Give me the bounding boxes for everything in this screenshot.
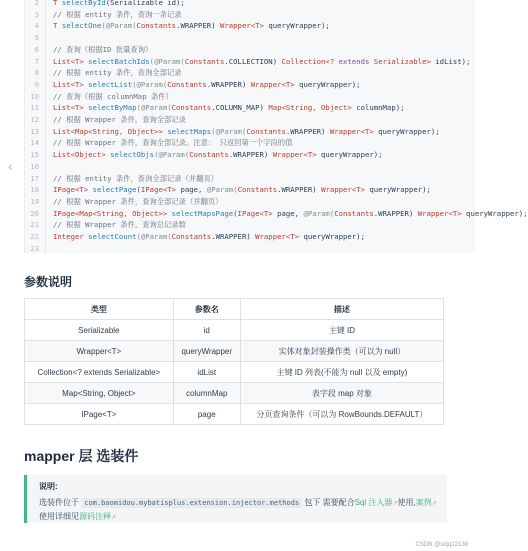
table-row — [25, 383, 444, 404]
line-number: 2 — [34, 0, 39, 7]
code-token: .COLUMN_MAP) — [211, 103, 269, 113]
code-token: queryWrapper); — [461, 208, 528, 218]
code-line — [25, 9, 182, 20]
line-number: 19 — [30, 196, 39, 206]
code-line — [25, 0, 185, 8]
code-line — [25, 208, 528, 219]
table-cell: 分页查询条件（可以为 RowBounds.DEFAULT） — [240, 404, 443, 425]
code-token: // 根据 Wrapper 条件，查询全部记录 — [53, 115, 186, 124]
table-cell: IPage<T> — [25, 404, 174, 425]
code-token: Constants — [237, 185, 278, 195]
table-cell: Collection<? extends Serializable> — [25, 362, 174, 383]
code-line — [25, 114, 186, 125]
code-token: queryWrapper); — [299, 232, 365, 241]
code-line — [25, 20, 330, 31]
code-token: Constants — [136, 21, 177, 31]
params-section-title: 参数说明 — [24, 275, 73, 289]
example-link[interactable]: 案例 — [415, 498, 432, 507]
code-token: selectObjs — [110, 150, 155, 160]
table-cell: 表字段 map 对象 — [240, 383, 443, 404]
code-token: Wrapper<T> — [321, 185, 365, 195]
code-token: IPage<T> — [237, 208, 273, 218]
tip-title: 说明: — [39, 482, 58, 491]
code-token: queryWrapper); — [365, 185, 431, 195]
code-line — [25, 137, 293, 148]
line-number: 17 — [30, 173, 39, 183]
tip-line-2 — [39, 511, 116, 522]
code-token: .WRAPPER) — [206, 79, 251, 89]
table-row — [25, 341, 444, 362]
tip-text: 包下 需要配合 — [304, 498, 355, 507]
line-number: 23 — [30, 243, 39, 253]
source-comment-link[interactable]: 源码注释 — [79, 512, 111, 521]
line-number: 15 — [30, 150, 39, 160]
table-header-cell: 类型 — [25, 299, 174, 320]
params-table — [24, 298, 444, 425]
tip-line-1 — [39, 497, 437, 508]
table-cell: Wrapper<T> — [25, 341, 174, 362]
code-line — [25, 149, 383, 160]
code-token: List<T> — [53, 79, 89, 89]
code-token: selectCount — [88, 232, 137, 241]
code-token: Wrapper<T> — [329, 126, 374, 136]
code-token: queryWrapper); — [373, 126, 440, 136]
table-cell: 主键 ID — [240, 320, 443, 341]
code-token: page, — [176, 185, 207, 195]
table-cell: id — [173, 320, 240, 341]
code-token: Wrapper<T> — [250, 79, 295, 89]
code-token: // 查询（根据 columnMap 条件） — [53, 91, 173, 101]
code-token: // 查询（根据ID 批量查询） — [53, 44, 153, 54]
code-line — [25, 44, 152, 55]
code-token: selectById — [61, 0, 106, 7]
table-cell: page — [173, 404, 240, 425]
code-token: // 根据 Wrapper 条件，查询总记录数 — [53, 220, 186, 230]
line-number: 13 — [30, 126, 39, 136]
code-token: IPage<Map<String, Object>> — [53, 208, 172, 218]
external-link-icon: ↗ — [431, 501, 437, 507]
line-number: 18 — [30, 185, 39, 195]
line-number: 21 — [30, 220, 39, 230]
code-token: queryWrapper); — [294, 79, 361, 89]
table-cell: Map<String, Object> — [25, 383, 174, 404]
code-line — [25, 79, 361, 90]
table-row — [25, 404, 444, 425]
external-link-icon: ↗ — [392, 501, 398, 507]
code-token: // 根据 Wrapper 条件，查询全部记录。注意： 只返回第一个字段的值 — [53, 138, 293, 148]
code-token: Serializable> — [373, 56, 431, 66]
code-token: columnMap); — [351, 103, 405, 113]
code-line — [25, 243, 53, 254]
code-token: .WRAPPER) — [228, 150, 273, 160]
code-token: selectOne — [61, 21, 102, 31]
line-number: 7 — [34, 56, 39, 66]
code-token: Integer — [53, 232, 89, 241]
code-token: Wrapper<T> — [219, 21, 264, 31]
code-token: ( — [136, 185, 141, 195]
line-number: 6 — [34, 44, 39, 54]
code-token: queryWrapper); — [263, 21, 330, 31]
code-token: selectMapsPage — [171, 208, 234, 218]
code-line — [25, 32, 53, 43]
code-token: .WRAPPER) — [277, 185, 322, 195]
line-number: 14 — [30, 138, 39, 148]
table-cell: queryWrapper — [173, 341, 240, 362]
code-token: (@Param( — [136, 103, 172, 113]
line-number: 16 — [30, 161, 39, 171]
code-token: // 根据 Wrapper 条件，查询全部记录（并翻页） — [53, 196, 223, 206]
code-token: Map<String, Object> — [268, 103, 352, 113]
chevron-left-icon[interactable]: ‹ — [8, 158, 13, 174]
code-token: (@Param( — [149, 56, 185, 66]
line-number: 10 — [30, 91, 39, 101]
table-cell: 主键 ID 列表(不能为 null 以及 empty) — [240, 362, 443, 383]
code-token: page, — [272, 208, 304, 218]
code-token: @Param( — [303, 208, 335, 218]
line-number: 3 — [34, 9, 39, 19]
code-token: .WRAPPER) — [285, 126, 330, 136]
code-token: List<Object> — [53, 150, 111, 160]
line-number: 22 — [30, 232, 39, 241]
code-token: Constants — [171, 103, 212, 113]
code-token: extends — [334, 56, 374, 66]
code-token: Constants — [189, 150, 229, 160]
tip-text: 使用详细见 — [39, 512, 79, 521]
code-line — [25, 161, 53, 172]
code-line — [25, 91, 173, 102]
table-cell: idList — [173, 362, 240, 383]
table-cell: Serializable — [25, 320, 174, 341]
line-number: 8 — [34, 68, 39, 78]
code-token: // 根据 entity 条件，查询全部记录 — [53, 68, 182, 78]
code-token: IPage<T> — [53, 185, 93, 195]
code-token: List<Map<String, Object>> — [53, 126, 168, 136]
code-token: List<T> — [53, 56, 89, 66]
code-token: Constants — [184, 56, 225, 66]
code-line — [25, 184, 431, 195]
line-number: 12 — [30, 115, 39, 124]
tip-text: 使用, — [397, 498, 416, 507]
tip-text: 选装件位于 — [39, 498, 79, 507]
code-token: Wrapper<T> — [272, 150, 317, 160]
code-token: Collection<? — [281, 56, 335, 66]
code-line — [25, 56, 470, 67]
code-token: .WRAPPER) — [373, 208, 418, 218]
code-line — [25, 67, 182, 78]
code-token: (@Param( — [101, 21, 137, 31]
external-link-icon: ↗ — [111, 515, 117, 521]
sql-injector-link[interactable]: Sql 注入器 — [354, 498, 393, 507]
code-line — [25, 196, 222, 207]
code-token: idList); — [430, 56, 471, 66]
code-token: T — [53, 0, 62, 7]
code-token: Wrapper<T> — [417, 208, 462, 218]
code-token: (@Param( — [132, 79, 168, 89]
code-token: IPage<T> — [140, 185, 177, 195]
table-row — [25, 320, 444, 341]
table-header-cell: 描述 — [240, 299, 443, 320]
code-line — [25, 219, 186, 230]
code-token: @Param( — [206, 185, 238, 195]
code-token: selectByMap — [88, 103, 137, 113]
table-header-row — [25, 299, 444, 320]
line-number: 11 — [30, 103, 39, 113]
code-token: (@Param( — [136, 232, 172, 241]
line-number: 9 — [34, 79, 39, 89]
code-token: Wrapper<T> — [255, 232, 300, 241]
line-number: 20 — [30, 208, 39, 218]
code-token: ( — [233, 208, 238, 218]
watermark: CSDN @sdjq12138 — [415, 542, 468, 548]
code-token: Constants — [334, 208, 374, 218]
code-line — [25, 173, 218, 184]
code-token: selectList — [88, 79, 133, 89]
line-number: 4 — [34, 21, 39, 31]
tip-box — [24, 475, 447, 523]
code-token: selectPage — [92, 185, 137, 195]
code-token: List<T> — [53, 103, 89, 113]
table-cell: columnMap — [173, 383, 240, 404]
code-token: selectMaps — [167, 126, 212, 136]
code-token: .WRAPPER) — [211, 232, 256, 241]
mapper-section-title: mapper 层 选装件 — [24, 448, 139, 464]
code-token: selectBatchIds — [88, 56, 150, 66]
code-token: .COLLECTION) — [224, 56, 282, 66]
code-line — [25, 102, 405, 113]
code-token: (Serializable id); — [105, 0, 185, 7]
code-token: Constants — [171, 232, 212, 241]
table-row — [25, 362, 444, 383]
code-line — [25, 126, 440, 137]
package-code: com.baomidou.mybatisplus.extension.injector.methods — [81, 498, 302, 508]
code-token: .WRAPPER) — [176, 21, 220, 31]
code-block — [24, 0, 528, 253]
code-line — [25, 231, 365, 242]
table-header-cell: 参数名 — [173, 299, 240, 320]
code-token: // 根据 entity 条件，查询全部记录（并翻页） — [53, 173, 219, 183]
code-token: (@Param( — [211, 126, 247, 136]
code-token: (@Param( — [154, 150, 190, 160]
code-token: // 根据 entity 条件，查询一条记录 — [53, 9, 182, 19]
table-cell: 实体对象封装操作类（可以为 null） — [240, 341, 443, 362]
code-token: Constants — [167, 79, 207, 89]
code-token: queryWrapper); — [316, 150, 383, 160]
code-token: T — [53, 21, 62, 31]
code-token: Constants — [246, 126, 286, 136]
line-number: 5 — [34, 33, 39, 43]
